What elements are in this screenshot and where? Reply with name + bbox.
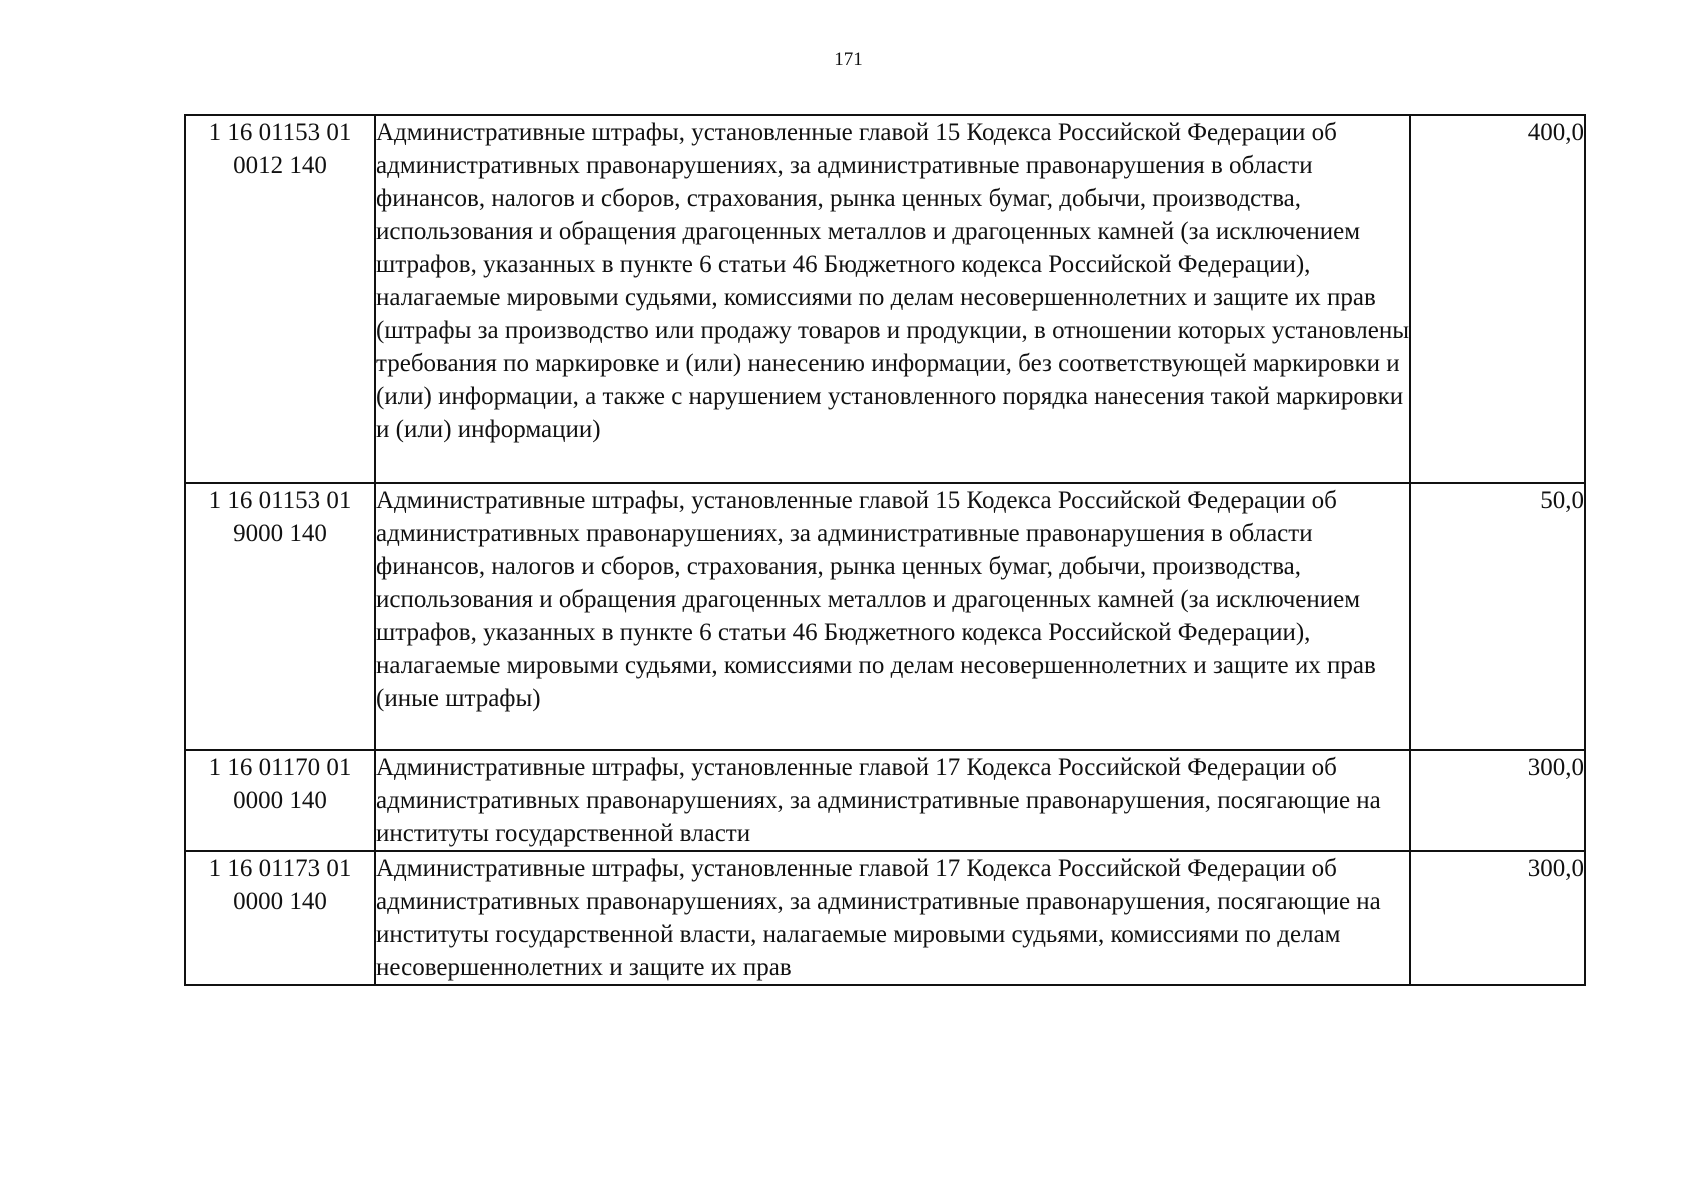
revenue-description-cell: Административные штрафы, установленные главой 17 Кодекса Российской Федерации об административных правонарушениях, за административные правонарушения, посягающие на институты государственной власти, налагаемые мировыми судьями, комиссиями по делам несовершеннолетних и защите их прав bbox=[375, 851, 1410, 985]
revenue-code-line: 0000 140 bbox=[233, 888, 327, 915]
revenue-amount-cell: 300,0 bbox=[1410, 750, 1585, 851]
revenue-code-line: 1 16 01153 01 bbox=[208, 119, 352, 146]
revenue-code-line: 1 16 01153 01 bbox=[208, 487, 352, 514]
revenue-code-cell bbox=[185, 483, 375, 750]
table-row bbox=[185, 851, 1585, 985]
revenue-code-cell bbox=[185, 750, 375, 851]
revenue-code-line: 9000 140 bbox=[233, 520, 327, 547]
revenue-code-line: 0012 140 bbox=[233, 152, 327, 179]
revenue-description-cell: Административные штрафы, установленные главой 15 Кодекса Российской Федерации об административных правонарушениях, за административные правонарушения в области финансов, налогов и сборов, страхования, рынка ценных бумаг, добычи, производства, использования и обращения драгоценных металлов и драгоценных камней (за исключением штрафов, указанных в пункте 6 статьи 46 Бюджетного кодекса Российской Федерации), налагаемые мировыми судьями, комиссиями по делам несовершеннолетних и защите их прав (иные штрафы) bbox=[375, 483, 1410, 750]
revenue-description-cell: Административные штрафы, установленные главой 17 Кодекса Российской Федерации об административных правонарушениях, за административные правонарушения, посягающие на институты государственной власти bbox=[375, 750, 1410, 851]
revenue-amount-cell: 50,0 bbox=[1410, 483, 1585, 750]
revenue-amount-cell: 400,0 bbox=[1410, 115, 1585, 483]
page-number: 171 bbox=[834, 49, 863, 70]
revenue-code-cell bbox=[185, 115, 375, 483]
revenue-amount-cell: 300,0 bbox=[1410, 851, 1585, 985]
revenue-code-line: 1 16 01173 01 bbox=[208, 855, 352, 882]
revenue-code-cell bbox=[185, 851, 375, 985]
revenue-code-line: 0000 140 bbox=[233, 787, 327, 814]
revenue-code-line: 1 16 01170 01 bbox=[208, 754, 352, 781]
revenue-description-cell: Административные штрафы, установленные главой 15 Кодекса Российской Федерации об административных правонарушениях, за административные правонарушения в области финансов, налогов и сборов, страхования, рынка ценных бумаг, добычи, производства, использования и обращения драгоценных металлов и драгоценных камней (за исключением штрафов, указанных в пункте 6 статьи 46 Бюджетного кодекса Российской Федерации), налагаемые мировыми судьями, комиссиями по делам несовершеннолетних и защите их прав (штрафы за производство или продажу товаров и продукции, в отношении которых установлены требования по маркировке и (или) нанесению информации, без соответствующей маркировки и (или) информации, а также с нарушением установленного порядка нанесения такой маркировки и (или) информации) bbox=[375, 115, 1410, 483]
table-row bbox=[185, 483, 1585, 750]
table-row bbox=[185, 750, 1585, 851]
budget-revenue-table bbox=[184, 114, 1586, 986]
table-row bbox=[185, 115, 1585, 483]
